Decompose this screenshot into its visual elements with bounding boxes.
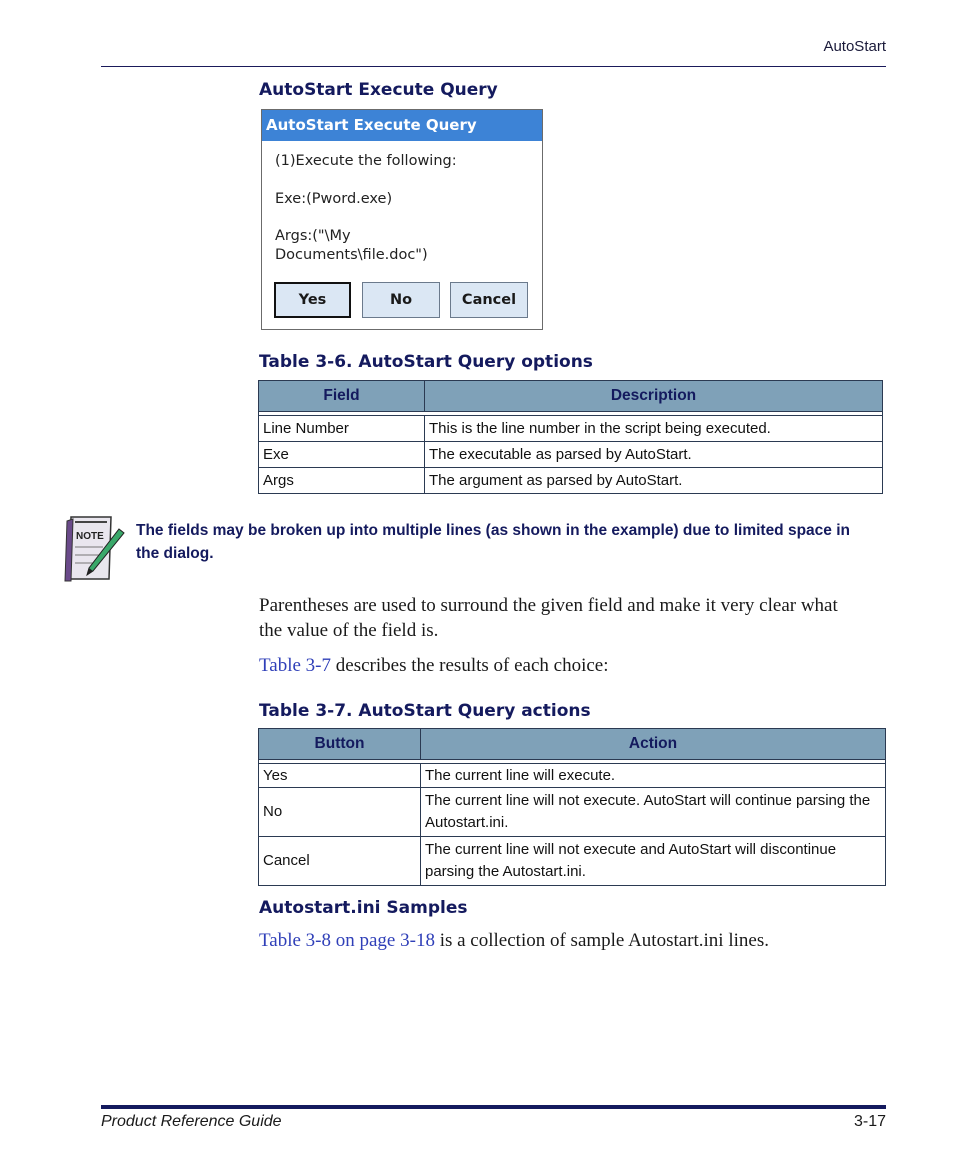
paragraph-parentheses: [259, 593, 838, 643]
action-line: parsing the Autostart.ini.: [425, 863, 586, 880]
table-row: [259, 764, 886, 788]
table-row: [259, 788, 886, 837]
query-actions-table: [258, 728, 886, 886]
table1-cell-field: Exe: [259, 442, 425, 468]
paragraph-table-reference: [259, 653, 609, 678]
paragraph-text: is a collection of sample Autostart.ini lines.: [434, 930, 769, 951]
table1-header-description: Description: [425, 381, 883, 412]
table2-cell-button: Yes: [259, 764, 421, 788]
table1-cell-description: This is the line number in the script being executed.: [425, 416, 883, 442]
table1-header-field: Field: [259, 381, 425, 412]
note-text-line: the dialog.: [136, 545, 214, 562]
table-3-8-link[interactable]: Table 3-8 on page 3-18: [259, 930, 435, 951]
table1-cell-field: Line Number: [259, 416, 425, 442]
action-line: The current line will not execute and AutoStart will discontinue: [425, 841, 837, 858]
table-row: [259, 416, 883, 442]
table2-cell-action: [421, 788, 886, 837]
note-text: [136, 519, 876, 565]
table2-caption: Table 3-7. AutoStart Query actions: [259, 701, 591, 721]
query-options-table: [258, 380, 883, 494]
table2-header-action: Action: [421, 729, 886, 760]
footer-rule: [101, 1105, 886, 1109]
dialog-line-execute: (1)Execute the following:: [275, 153, 457, 169]
note-text-line: The fields may be broken up into multiple lines (as shown in the example) due to limited space in: [136, 522, 850, 539]
action-line: The current line will not execute. AutoStart will continue parsing the: [425, 792, 871, 809]
table2-cell-button: No: [259, 788, 421, 837]
dialog-no-button[interactable]: No: [362, 282, 440, 318]
dialog-yes-button[interactable]: Yes: [274, 282, 351, 318]
footer-page-number: 3-17: [853, 1113, 886, 1130]
section-heading-execute-query: AutoStart Execute Query: [259, 80, 498, 100]
table2-header-button: Button: [259, 729, 421, 760]
table2-cell-button: Cancel: [259, 837, 421, 886]
dialog-line-exe: Exe:(Pword.exe): [275, 191, 393, 207]
note-icon-label: NOTE: [76, 531, 104, 542]
paragraph-samples-reference: [259, 928, 769, 953]
paragraph-line: Parentheses are used to surround the given field and make it very clear what: [259, 595, 838, 616]
table1-cell-description: The argument as parsed by AutoStart.: [425, 468, 883, 494]
action-line: Autostart.ini.: [425, 814, 509, 831]
dialog-titlebar: AutoStart Execute Query: [262, 110, 542, 141]
dialog-line-args: Args:("\My: [275, 228, 351, 244]
paragraph-text: describes the results of each choice:: [331, 655, 609, 676]
dialog-cancel-button[interactable]: Cancel: [450, 282, 528, 318]
section-heading-samples: Autostart.ini Samples: [259, 898, 468, 918]
table-row: [259, 468, 883, 494]
table-3-7-link[interactable]: Table 3-7: [259, 655, 332, 676]
table1-caption: Table 3-6. AutoStart Query options: [259, 352, 593, 372]
footer-guide-title: Product Reference Guide: [101, 1113, 282, 1130]
execute-query-dialog: [261, 109, 543, 330]
table-row: [259, 442, 883, 468]
table-row: [259, 837, 886, 886]
paragraph-line: the value of the field is.: [259, 620, 439, 641]
page-header-title: AutoStart: [823, 38, 886, 55]
table2-cell-action: [421, 837, 886, 886]
table1-cell-field: Args: [259, 468, 425, 494]
action-line: The current line will execute.: [425, 766, 616, 784]
header-rule: [101, 66, 886, 67]
note-icon: [63, 513, 125, 583]
dialog-line-args-cont: Documents\file.doc"): [275, 247, 428, 263]
table2-cell-action: [421, 764, 886, 788]
table1-cell-description: The executable as parsed by AutoStart.: [425, 442, 883, 468]
